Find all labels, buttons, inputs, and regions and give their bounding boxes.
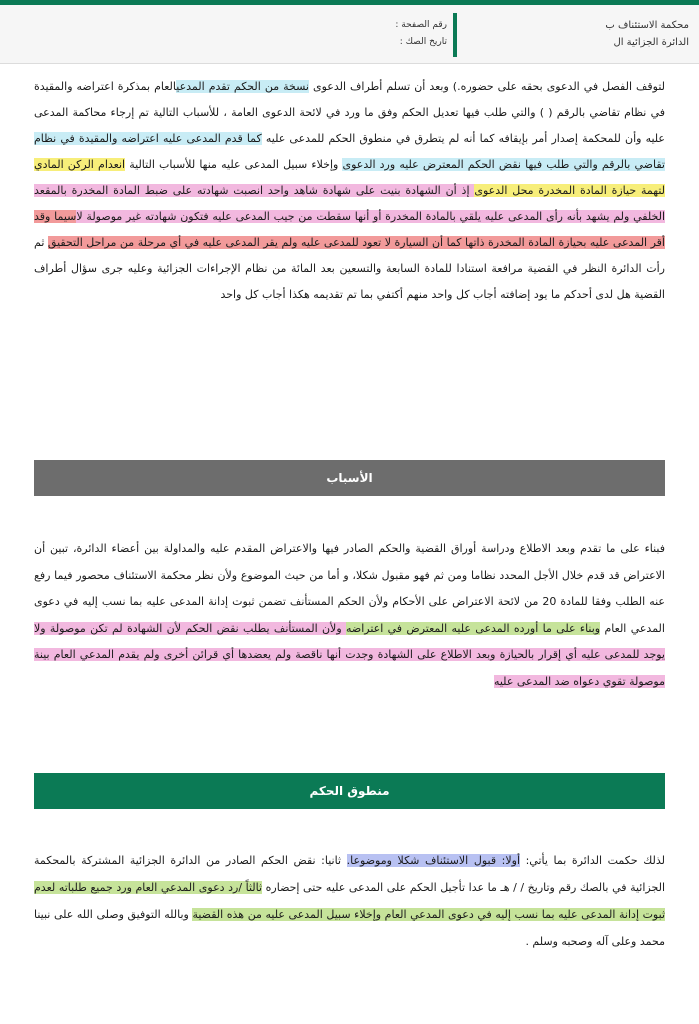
intro-text bbox=[34, 74, 665, 308]
document-meta bbox=[327, 17, 447, 51]
highlight-copy-received: نسخة من الحكم تقدم المدعي bbox=[176, 80, 309, 93]
ruling-section-header: منطوق الحكم bbox=[34, 773, 665, 809]
intro-text-plain: العام بمذكرة اعتراضه والمقيدة في نظام تقاضي بالرقم ( ) والتي طلب فيها تعديل الحكم وفق ما ورد في لائحة الدعوى العامة ، للأسباب التالية تم إرجاء محاكمة المدعى عليه وأن للمحكمة إصدار أمر بإيقافه كما أنه لم يتطرق في منطوق الحكم للمدعى عليه bbox=[34, 80, 665, 145]
ruling-closing: وبالله التوفيق وصلى الله على نبينا محمد وعلى آله وصحبه وسلم . bbox=[34, 908, 665, 948]
highlight-claim-rejected: ثالثاً /رد دعوى المدعي العام ورد جميع طلباته لعدم ثبوت إدانة المدعى عليه بما نسب إليه في دعوى المدعي العام وإخلاء سبيل المدعى عليه من هذه القضية bbox=[34, 881, 665, 921]
deed-date-label: تاريخ الصك : bbox=[399, 37, 447, 47]
court-info bbox=[459, 17, 689, 51]
intro-paragraph bbox=[34, 74, 665, 308]
reasons-paragraph bbox=[34, 536, 665, 695]
reasons-section-header: الأسباب bbox=[34, 460, 665, 496]
highlight-defendant-argument: وبناء على ما أورده المدعى عليه المعترض في اعتراضه bbox=[345, 621, 601, 635]
highlight-witness-testimony: إذ أن الشهادة بنيت على شهادة شاهد واحد انصبت شهادته على ضبط المادة المخدرة بالمقعد الخلفي ولم يشهد بأنه رأى المدعى عليه يلقي بالمادة المخدرة أو أنها سقطت من جيب المدعى عليه فتكون شهادته غير موصولة لا bbox=[34, 184, 666, 223]
highlight-appeal-accepted: أولا: قبول الاستئناف شكلا وموضوعا. bbox=[346, 854, 521, 867]
highlight-no-material-element: انعدام الركن المادي لتهمة حيازة المادة المخدرة محل الدعوى bbox=[34, 158, 665, 197]
ruling-text-plain: لذلك حكمت الدائرة بما يأتي: bbox=[520, 854, 665, 867]
ruling-paragraph bbox=[34, 847, 665, 955]
ruling-text-plain: ثانيا: نقض الحكم الصادر من الدائرة الجزائية المشتركة بالمحكمة الجزائية في بالصك رقم وتاريخ / / هـ ما عدا تأجيل الحكم على المدعى عليه حتى إحضاره bbox=[34, 854, 666, 894]
highlight-incomplete-testimony: ولأن المستأنف يطلب نقض الحكم لأن الشهادة لم تكن موصولة ولا يوجد للمدعى عليه أي إقرار بالحيازة وبعد الاطلاع على الشهادة وجدت أنها ناقصة ولم يعضدها أي قرائن أخرى ولم يقدم المدعي العام بينة موصولة تقوي دعواه ضد المدعى عليه bbox=[34, 621, 665, 688]
intro-text-plain: وإخلاء سبيل المدعى عليه منها للأسباب التالية bbox=[125, 158, 343, 171]
ruling-text bbox=[34, 847, 665, 955]
document-header bbox=[0, 5, 699, 64]
page-number-label: رقم الصفحة : bbox=[395, 20, 447, 30]
intro-text-plain: لتوقف الفصل في الدعوى بحقه على حضوره.) وبعد أن تسلم أطراف الدعوى bbox=[308, 80, 666, 93]
circuit-name: الدائرة الجزائية ال bbox=[613, 37, 689, 48]
court-name: محكمة الاستئناف ب bbox=[605, 20, 689, 31]
reasons-text-plain: فبناء على ما تقدم وبعد الاطلاع ودراسة أوراق القضية والحكم الصادر فيها والاعتراض المقدم عليه والمداولة بين أعضاء الدائرة، تبين أن الاعتراض قد قدم خلال الأجل المحدد نظاما ومن ثم فهو مقبول شكلا، و أما من حيث الموضوع ولأن نظر محكمة الاستئناف محصور فيما رفع عنه الطلب وفقا للمادة 20 من لائحة الاعتراض على الأحكام ولأن الحكم المستأنف تضمن ثبوت إدانة المدعى عليه بما نسب إليه في دعوى المدعي العام bbox=[34, 542, 665, 635]
highlight-defendant-objection: كما قدم المدعى عليه اعتراضه والمقيدة في نظام تقاضي بالرقم والتي طلب فيها نقض الحكم المعترض عليه ورد الدعوى bbox=[34, 132, 665, 171]
reasons-text bbox=[34, 536, 665, 695]
intro-text-plain: ثم رأت الدائرة النظر في القضية مرافعة استنادا للمادة السابعة والتسعين بعد المائة من نظام الإجراءات الجزائية وعليه جرى سؤال أطراف القضية هل لدى أحدكم ما يود إضافته أجاب كل واحد منهم أكتفي بما تم تقديمه هكذا أجاب كل واحد bbox=[34, 236, 665, 301]
highlight-no-confession: سيما وقد أقر المدعى عليه بحيازة المادة المخدرة ذاتها كما أن السيارة لا تعود للمدعى عليه ولم يقر المدعى عليه في أي مرحلة من مراحل التحقيق bbox=[34, 210, 665, 249]
header-divider bbox=[453, 13, 457, 57]
